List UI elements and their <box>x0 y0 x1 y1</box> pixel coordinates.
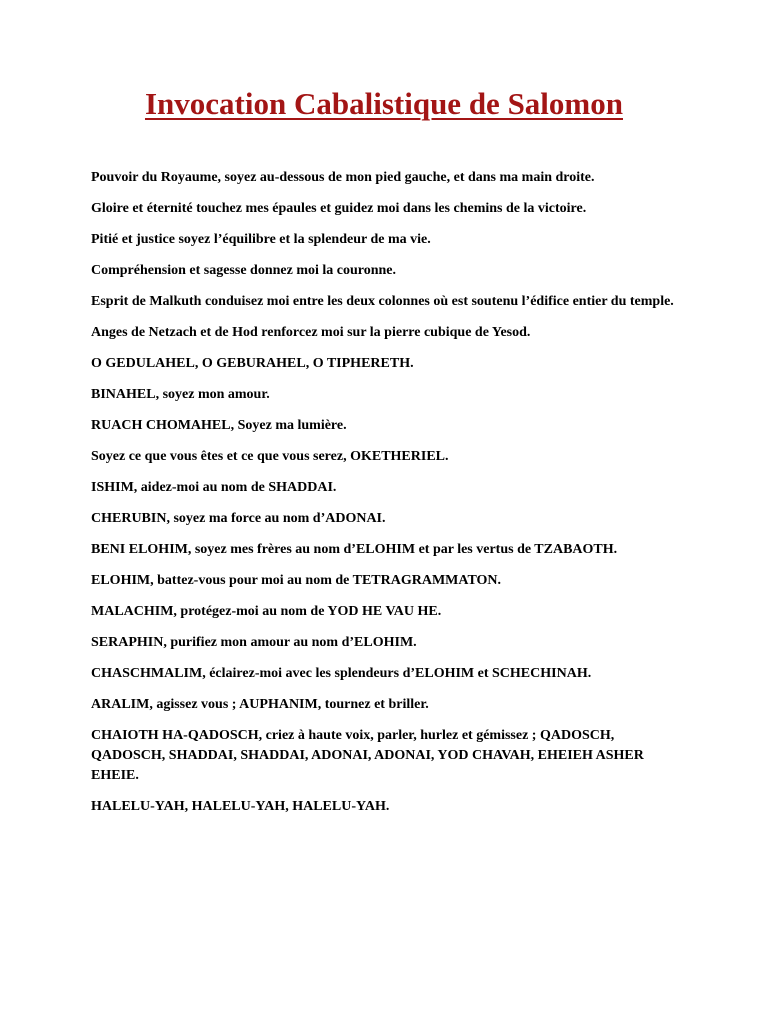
paragraph-5: Esprit de Malkuth conduisez moi entre les deux colonnes où est soutenu l’édifice entier du temple. <box>91 294 674 309</box>
paragraph-2: Gloire et éternité touchez mes épaules et guidez moi dans les chemins de la victoire. <box>91 201 587 216</box>
paragraph-8: BINAHEL, soyez mon amour. <box>91 387 270 402</box>
paragraph-12: CHERUBIN, soyez ma force au nom d’ADONAI. <box>91 511 386 526</box>
paragraph-9: RUACH CHOMAHEL, Soyez ma lumière. <box>91 418 347 433</box>
paragraph-11: ISHIM, aidez-moi au nom de SHADDAI. <box>91 480 337 495</box>
paragraph-13: BENI ELOHIM, soyez mes frères au nom d’ELOHIM et par les vertus de TZABAOTH. <box>91 542 618 557</box>
document-body <box>91 168 691 828</box>
paragraph-17: CHASCHMALIM, éclairez-moi avec les splendeurs d’ELOHIM et SCHECHINAH. <box>91 666 592 681</box>
paragraph-1: Pouvoir du Royaume, soyez au-dessous de mon pied gauche, et dans ma main droite. <box>91 170 595 185</box>
paragraph-15: MALACHIM, protégez-moi au nom de YOD HE VAU HE. <box>91 604 442 619</box>
paragraph-19: CHAIOTH HA-QADOSCH, criez à haute voix, parler, hurlez et gémissez ; QADOSCH, QADOSCH, SHADDAI, SHADDAI, ADONAI, ADONAI, YOD CHAVAH, EHEIEH ASHER EHEIE. <box>91 728 644 783</box>
paragraph-3: Pitié et justice soyez l’équilibre et la splendeur de ma vie. <box>91 232 431 247</box>
paragraph-4: Compréhension et sagesse donnez moi la couronne. <box>91 263 397 278</box>
paragraph-18: ARALIM, agissez vous ; AUPHANIM, tournez et briller. <box>91 697 429 712</box>
paragraph-16: SERAPHIN, purifiez mon amour au nom d’ELOHIM. <box>91 635 417 650</box>
paragraph-6: Anges de Netzach et de Hod renforcez moi sur la pierre cubique de Yesod. <box>91 325 531 340</box>
paragraph-14: ELOHIM, battez-vous pour moi au nom de TETRAGRAMMATON. <box>91 573 502 588</box>
paragraph-20: HALELU-YAH, HALELU-YAH, HALELU-YAH. <box>91 799 390 814</box>
paragraph-7: O GEDULAHEL, O GEBURAHEL, O TIPHERETH. <box>91 356 414 371</box>
paragraph-10: Soyez ce que vous êtes et ce que vous serez, OKETHERIEL. <box>91 449 449 464</box>
page-title: Invocation Cabalistique de Salomon <box>144 86 623 121</box>
